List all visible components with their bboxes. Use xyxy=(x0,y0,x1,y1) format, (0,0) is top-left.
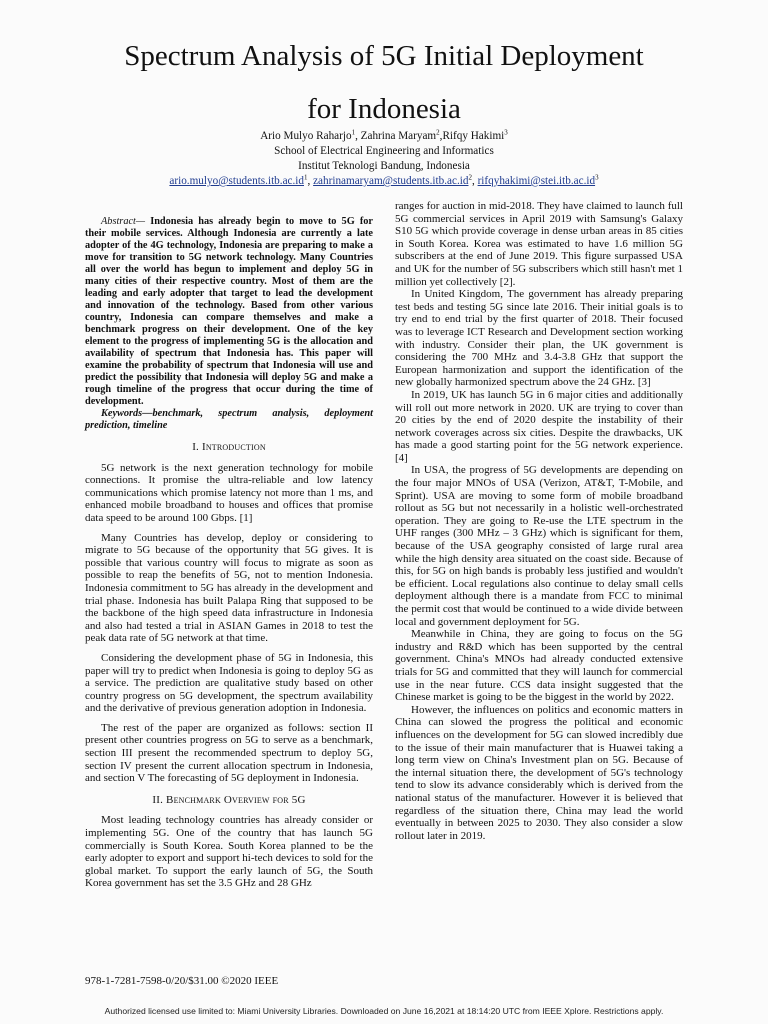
author-names xyxy=(40,129,728,144)
author-block xyxy=(40,129,728,189)
author-2: Zahrina Maryam xyxy=(360,130,437,142)
email-link-3[interactable]: rifqyhakimi@stei.itb.ac.id xyxy=(477,175,596,187)
email-sep-1: , xyxy=(307,175,314,187)
left-column xyxy=(85,216,373,890)
abstract-body: Indonesia has already begin to move to 5G for their mobile services. Although Indonesia are currently a late adopter of the 4G technology, Indonesia are preparing to make a move for transition to 5G network technology. Many Countries all over the world has begun to implement and deploy 5G in many cities of their respective country. Most of them are the leading and early adopter that target to lead the development and innovation of the technology. Based from other various country, Indonesia can compare themselves and make a benchmark progress on their development. One of the key element to the progress of implementing 5G is the allocation and availability of spectrum that Indonesia has. This paper will examine the probability of spectrum that Indonesia will use and predict the possibility that Indonesia will deploy 5G and make a rough timeline of the progress that occur during the time of development. xyxy=(85,216,373,407)
email-1-sup: 1 xyxy=(304,173,308,182)
section-1-title: Introduction xyxy=(201,441,266,453)
china-paragraph-1: Meanwhile in China, they are going to focus on the 5G industry and R&D which has been supported by the central government. China's MNOs had already conducted extensive trials for 5G and committed that they will launch for commercial use in the near future. CCS data insight suggested that the Chinese market is going to be the biggest in the world by 2022. xyxy=(395,628,683,704)
section-1-number: I. xyxy=(192,441,200,453)
author-1-sup: 1 xyxy=(351,128,356,137)
abstract xyxy=(85,216,373,408)
paper-title xyxy=(40,30,728,136)
email-link-1[interactable]: ario.mulyo@students.itb.ac.id xyxy=(169,175,304,187)
affiliation-1: School of Electrical Engineering and Informatics xyxy=(274,145,494,157)
section-2-title: Benchmark Overview for 5G xyxy=(166,793,306,806)
author-emails xyxy=(40,174,728,189)
email-link-2[interactable]: zahrinamaryam@students.itb.ac.id xyxy=(313,175,469,187)
keywords-body: benchmark, spectrum analysis, deployment prediction, timeline xyxy=(85,408,373,431)
keywords-lead: Keywords— xyxy=(101,408,153,419)
uk-paragraph-2: In 2019, UK has launch 5G in 6 major cities and additionally will roll out more network in 2020. UK are trying to cover than 20 cities by the end of 2020 despite the instability of their network coverages across six cities. Despite the drawbacks, UK has made a good starting point for the 5G network experience. [4] xyxy=(395,388,683,464)
keywords xyxy=(85,408,373,432)
author-1: Ario Mulyo Raharjo xyxy=(260,130,352,142)
korea-paragraph: ranges for auction in mid-2018. They have claimed to launch full 5G commercial services in April 2019 with Samsung's Galaxy S10 5G which provide coverage in dense urban areas in 85 cities in South Korea. Korea was estimated to have 1.6 million 5G subscribers at the end of June 2019. This figure surpassed USA and UK for the number of 5G subscribers which still hasn't met 1 million yet collectively [2]. xyxy=(395,200,683,288)
author-2-sup: 2 xyxy=(436,128,440,137)
china-paragraph-2: However, the influences on politics and economic matters in China can slowed the progress the political and economic influences on the development for 5G can slowed incredibly due to the issue of their main manufacturer that is Huawei taking a long term view on China's Investment plan on 5G. Because of the internal situation there, the development of 5G's technology tend to slow its advance considerably which is derived from the national status of the manufacturer. However it is believed that regardless of the situation there, China may lead the world eventually in between 2025 to 2030. They also consider a slow rollout later in 2019. xyxy=(395,703,683,842)
benchmark-paragraph-1: Most leading technology countries has already consider or implementing 5G. One of the country that has launch 5G commercially is South Korea. South Korea planned to be the early adopter to export and support hi-tech devices to sold for the global market. To support the early launch of 5G, the South Korea government has set the 3.5 GHz and 28 GHz xyxy=(85,814,373,890)
title-line-1: Spectrum Analysis of 5G Initial Deployment xyxy=(124,40,644,72)
title-line-2: for Indonesia xyxy=(307,93,461,125)
email-3-sup: 3 xyxy=(595,173,599,182)
copyright-line: 978-1-7281-7598-0/20/$31.00 ©2020 IEEE xyxy=(85,975,279,987)
intro-paragraph-2: Many Countries has develop, deploy or considering to migrate to 5G because of the opportunity that 5G gives. It is possible that various country will focus to migrate as soon as possible to reap the benefits of 5G, not to mention Indonesia. Indonesia commitment to 5G has already in the development and trial phase. Indonesia has built Palapa Ring that supposed to be the backbone of the high speed data infrastructure in Indonesia and also had tested a trial in ASIAN Games in 2018 to test the peak data rate of 5G network at that time. xyxy=(85,531,373,645)
intro-paragraph-3: Considering the development phase of 5G in Indonesia, this paper will try to predict when Indonesia is going to deploy 5G as a service. The prediction are qualitative study based on other country progress on 5G development, the spectrum availability and the derivative of previous generation adoption in Indonesia. xyxy=(85,651,373,715)
author-3: Rifqy Hakimi xyxy=(442,130,505,142)
author-sep-1: , xyxy=(355,130,361,142)
intro-paragraph-1: 5G network is the next generation technology for mobile connections. It promise the ultra-reliable and low latency communications which promise latency not more than 1 ms, and enhanced mobile broadband to houses and offices that promise data speed to be around 100 Gbps. [1] xyxy=(85,461,373,524)
section-2-number: II. xyxy=(152,793,164,806)
section-heading-introduction xyxy=(85,441,373,454)
usa-paragraph: In USA, the progress of 5G developments are depending on the four major MNOs of USA (Verizon, AT&T, T-Mobile, and Sprint). USA are moving to some form of mobile broadband rollout as 5G but not necessarily in a holistic well-orchestrated operation. They are going to Re-use the LTE spectrum in the UHF ranges (300 MHz – 3 GHz) which is significant for them, because of the USA geography consisted of large rural area while the high density area situated on the coast side. Because of this, for 5G on high bands is probably less justified and wouldn't be efficient. Local regulations also continue to delay small cells deployment although there is a mandate from FCC to minimal the permit cost that would be continued to a wide divide between local and government deployment for 5G. xyxy=(395,464,683,628)
license-notice: Authorized licensed use limited to: Miami University Libraries. Downloaded on June 16,2021 at 18:14:20 UTC from IEEE Xplore. Restrictions apply. xyxy=(104,1006,664,1016)
author-sep-2: , xyxy=(439,130,443,142)
author-3-sup: 3 xyxy=(504,128,508,137)
affiliation-2: Institut Teknologi Bandung, Indonesia xyxy=(298,160,470,172)
uk-paragraph-1: In United Kingdom, The government has already preparing test beds and testing 5G since late 2016. Their initial goals is to try end to end trial by the first quarter of 2018. Their focused was to leverage ICT Research and Development section working with industry. Consider their plan, the UK government is considering the 700 MHz and 3.4-3.8 GHz that support the European harmonization and support the identification of the new globally harmonized spectrum above the 24 GHz. [3] xyxy=(395,288,683,389)
abstract-lead: Abstract— xyxy=(101,216,146,227)
right-column xyxy=(395,200,683,842)
email-2-sup: 2 xyxy=(468,173,472,182)
email-sep-2: , xyxy=(471,175,478,187)
intro-paragraph-4: The rest of the paper are organized as follows: section II present other countries progress on 5G to serve as a benchmark, section III present the recommended spectrum to deploy 5G, section IV present the current allocation spectrum in Indonesia, and section V The forecasting of 5G deployment in Indonesia. xyxy=(85,721,373,785)
section-heading-benchmark xyxy=(85,794,373,807)
